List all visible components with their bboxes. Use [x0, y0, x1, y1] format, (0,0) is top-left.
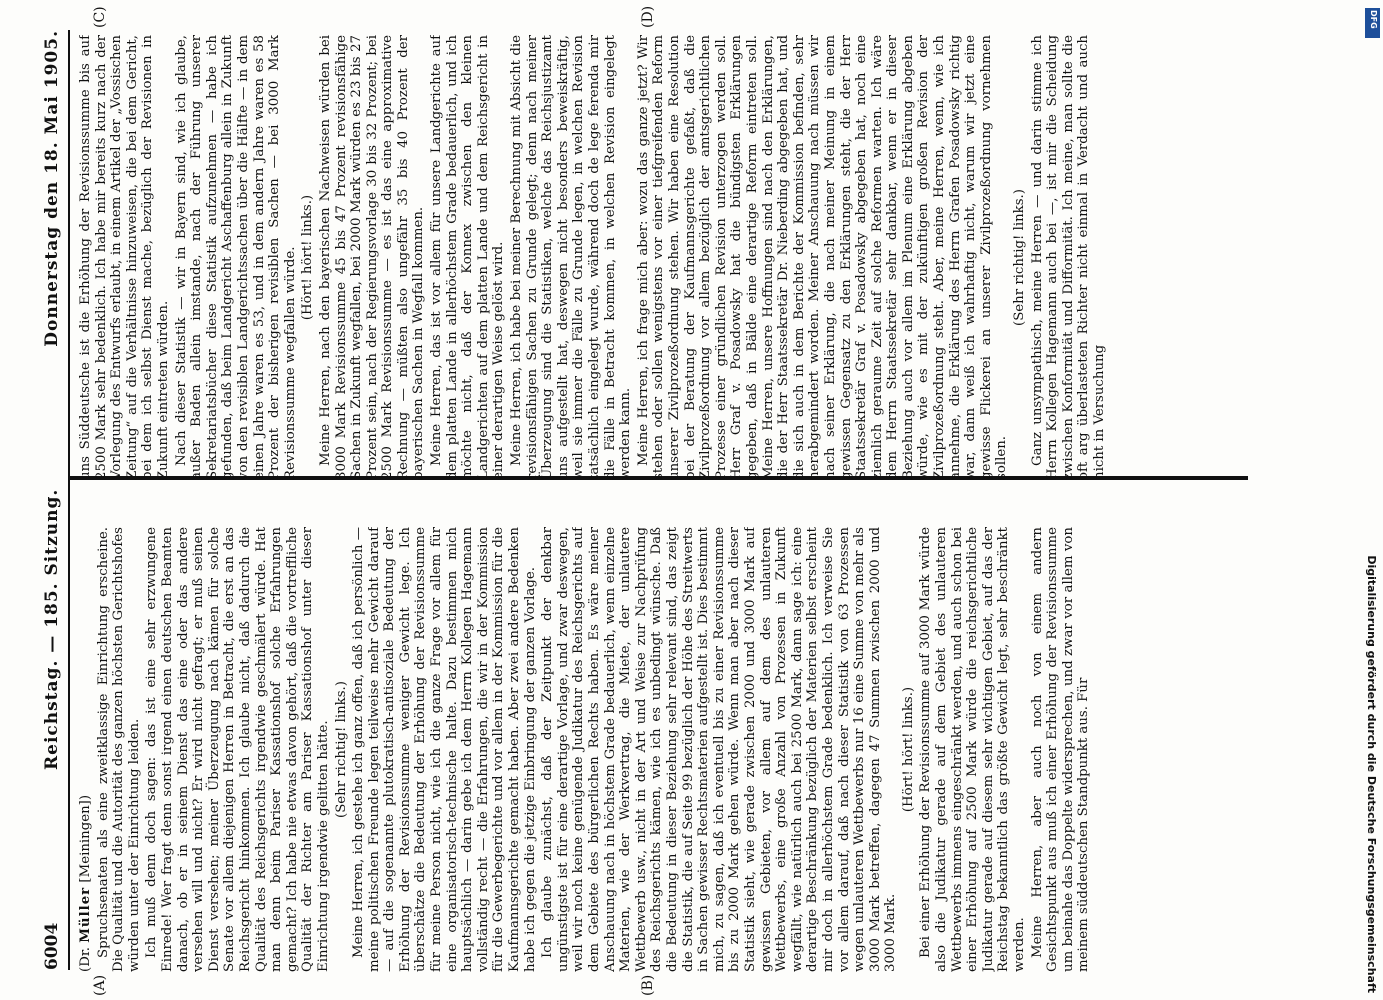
paragraph: Nach dieser Statistik — wir in Bayern sind, wie ich glaube, außer Baden allein imstande, nach der Führung unserer Sekretariatsbücher diese Statistik aufzunehmen — habe ich gefunden, daß beim Landgericht Aschaffenburg allein in Zukunft von den revisiblen Landgerichtssachen über die Hälfte — in dem einen Jahre waren es 53, und in dem andern Jahre waren es 58 Prozent der bisherigen revisiblen Sachen — bei 3000 Mark Revisionssumme wegfallen würde.	[173, 35, 298, 480]
paragraph: Bei einer Erhöhung der Revisionssumme auf 3000 Mark würde also die Judikatur gerade auf dem Gebiet des unlauteren Wettbewerbs immens eingeschränkt werden, und auch schon bei einer Erhöhung auf 2500 Mark würde die reichsgerichtliche Judikatur gerade auf diesem sehr wichtigen Gebiet, auf das der Reichstag bekanntlich das größte Gewicht legt, sehr beschränkt werden.	[918, 527, 1028, 972]
margin-mark-d: (D)	[640, 5, 656, 28]
dfg-logo	[1365, 8, 1380, 38]
header-left-title: Reichstag. — 185. Sitzung.	[42, 488, 62, 770]
speaker-line	[78, 527, 94, 972]
interjection: (Hört! hört! links.)	[300, 194, 316, 321]
speaker-prefix: (Dr.	[78, 942, 93, 972]
paragraph: Ganz unsympathisch, meine Herren — und darin stimme ich Herrn Kollegen Hagemann auch bei —, ist mir die Scheidung zwischen Konformität und Difformität. Ich meine, man sollte die oft arg überlasteten Richter nicht einmal in Verdacht und auch nicht in Versuchung	[1029, 35, 1107, 480]
page-number: 6004	[42, 922, 62, 970]
paragraph: Spruchsenaten als eine zweitklassige Einrichtung erscheine. Die Qualität und die Autorität des ganzen höchsten Gerichtshofes würden unter der Einrichtung leiden.	[95, 527, 142, 972]
dfg-logo-text: DFG	[1369, 10, 1378, 29]
speaker-name: Müller	[78, 886, 93, 943]
interjection: (Hört! hört! links.)	[900, 686, 916, 813]
digitization-credit	[1362, 8, 1378, 993]
margin-mark-b: (B)	[640, 974, 656, 996]
interjection: (Sehr richtig! links.)	[1012, 189, 1028, 326]
paragraph: Meine Herren, ich frage mich aber: wozu das ganze jetzt? Wir stehen oder sollen wenigstens vor einer tiefgreifenden Reform unserer Zivilprozeßordnung stehen. Wir haben eine Resolution bei der Beratung der Kaufmannsgerichte gefaßt, daß die Zivilprozeßordnung vor allem bezüglich der amtsgerichtlichen Prozesse einer gründlichen Revision unterzogen werden soll. Herr Graf v. Posadowsky hat die bündigsten Erklärungen gegeben, daß in Bälde eine derartige Reform eintreten soll. Meine Herren, unsere Hoffnungen sind nach den Erklärungen, die der Herr Staatssekretär Dr. Nieberding abgegeben hat, und die sich auch in dem Berichte der Kommission befinden, sehr herabgemindert worden. Meiner Anschauung nach müssen wir nach seiner Erklärung, die nach meiner Meinung in einem gewissen Gegensatz zu den Erklärungen steht, die der Herr Staatssekretär Graf v. Posadowsky abgegeben hat, noch eine ziemlich geraume Zeit auf solche Reformen warten. Ich wäre dem Herrn Staatssekretär sehr dankbar, wenn er in dieser Beziehung auch vor allem im Plenum eine Erklärung abgeben würde, wie es mit der zukünftigen großen Revision der Zivilprozeßordnung steht. Aber, meine Herren, wenn, wie ich annehme, die Erklärung des Herrn Grafen Posadowsky richtig war, dann weiß ich wahrhaftig nicht, warum wir jetzt eine gewisse Flickerei an unserer Zivilprozeßordnung vornehmen sollen.	[635, 35, 1010, 480]
margin-mark-c: (C)	[92, 6, 108, 28]
paragraph: Ich glaube zunächst, daß der Zeitpunkt der denkbar ungünstigste ist für eine derartige Vorlage, und zwar deswegen, weil wir noch keine genügende Judikatur des Reichsgerichts auf dem Gebiete des bürgerlichen Rechts haben. Es wäre meiner Anschauung nach in höchstem Grade bedauerlich, wenn einzelne Materien, wie der Werkvertrag, die Miete, der unlautere Wettbewerb usw., nicht in der Art und Weise zur Nachprüfung des Reichsgerichts kämen, wie ich es unbedingt wünsche. Daß die Bedeutung in dieser Beziehung sehr relevant sind, das zeigt die Statistik, die auf Seite 99 bezüglich der Höhe des Streitwerts in Sachen gewisser Rechtsmaterien aufgestellt ist. Dies bestimmt mich, zu sagen, daß ich eventuell bis zu einer Revisionssumme bis zu 2000 Mark gehen würde. Wenn man aber nach dieser Statistik sieht, wie gerade zwischen 2000 und 3000 Mark auf gewissen Gebieten, vor allem auf dem des unlauteren Wettbewerbs, eine große Anzahl von Prozessen in Zukunft wegfällt, wie natürlich auch bei 2500 Mark, dann sage ich: eine derartige Beschränkung bezüglich der Materien selbst erscheint mir doch in allerhöchstem Grade bedenklich. Ich verweise Sie vor allem darauf, daß nach dieser Statistik von 63 Prozessen wegen unlauteren Wettbewerbs nur 16 eine Summe von mehr als 3000 Mark betreffen, dagegen 47 Summen zwischen 2000 und 3000 Mark.	[540, 527, 899, 972]
interjection: (Sehr richtig! links.)	[333, 681, 349, 818]
paragraph: Meine Herren, ich habe bei meiner Berechnung mit Absicht die revisionsfähigen Sachen zu Grunde gelegt; denn nach meiner Überzeugung sind die Statistiken, welche das Reichsjustizamt uns aufgestellt hat, deswegen nicht besonders beweiskräftig, weil sie immer die Fälle zu Grunde legen, in welchen Revision tatsächlich eingelegt wurde, während doch de lege ferenda mir die Fälle in Betracht kommen, in welchen Revision eingelegt werden kann.	[509, 35, 634, 480]
header-right-title: Donnerstag den 18. Mai 1905.	[42, 30, 62, 347]
right-text-column	[78, 35, 1298, 480]
paragraph: Ich muß denn doch sagen: das ist eine sehr erzwungene Einrede! Wer fragt denn sonst irgend einen deutschen Beamten danach, ob er in seinem Dienst das eine oder das andere versehen will und nicht? Er wird nicht gefragt; er muß seinen Dienst versehen; meiner Überzeugung nach kämen für solche Senate vor allem diejenigen Herren in Betracht, die erst an das Reichsgericht hinkommen. Ich glaube nicht, daß dadurch die Qualität des Reichsgerichts irgendwie geschmälert würde. Hat man denn beim Pariser Kassationshof solche Erfahrungen gemacht? Ich habe nie etwas davon gehört, daß die vortreffliche Qualität der Richter am Pariser Kassationshof unter dieser Einrichtung irgendwie gelitten hätte.	[144, 527, 331, 972]
left-text-column	[78, 527, 1298, 972]
paragraph: Meine Herren, ich gestehe ich ganz offen, daß ich persönlich — meine politischen Freunde legen teilweise mehr Gewicht darauf — auf die sogenannte plutokratisch-antisoziale Bedeutung der Erhöhung der Revisionssumme weniger Gewicht lege. Ich überschätze die Bedeutung der Erhöhung der Revisionssumme für meine Person nicht, wie ich die ganze Frage vor allem für eine organisatorisch-technische halte. Dazu bestimmen mich hauptsächlich — darin gebe ich dem Herrn Kollegen Hagemann vollständig recht — die Erfahrungen, die wir in der Kommission für die Gewerbegerichte und vor allem in der Kommission für die Kaufmannsgerichte gemacht haben. Aber zwei andere Bedenken habe ich gegen die jetzige Einbringung der ganzen Vorlage.	[351, 527, 538, 972]
page-header	[42, 30, 70, 970]
paragraph: Meine Herren, nach den bayerischen Nachweisen würden bei 3000 Mark Revisionssumme 45 bis 47 Prozent revisionsfähige Sachen in Zukunft wegfallen, bei 2000 Mark würden es 23 bis 27 Prozent sein, nach der Regierungsvorlage 30 bis 32 Prozent; bei 2500 Mark Revisionssumme — es ist das eine approximative Rechnung — müßten also ungefähr 35 bis 40 Prozent der bayerischen Sachen in Wegfall kommen.	[317, 35, 427, 480]
paragraph: Meine Herren, aber auch noch von einem andern Gesichtspunkt aus muß ich einer Erhöhung der Revisionssumme um beinahe das Doppelte widersprechen, und zwar vor allem von meinem süddeutschen Standpunkt aus. Für	[1029, 527, 1092, 972]
credit-text: Digitalisierung gefördert durch die Deutsche Forschungsgemeinschaft	[1365, 555, 1378, 993]
paragraph: uns Süddeutsche ist die Erhöhung der Revisionssumme bis auf 2500 Mark sehr bedenklich. Ich habe mir bereits kurz nach der Vorlegung des Entwurfs erlaubt, in einem Artikel der „Vossischen Zeitung“ auf die Verhältnisse hinzuweisen, die bei dem Gericht, bei dem ich selbst Dienst mache, bezüglich der Revisionen in Zukunft eintreten würden.	[78, 35, 171, 480]
paragraph: Meine Herren, das ist vor allem für unsere Landgerichte auf dem platten Lande in allerhöchstem Grade bedauerlich, und ich möchte nicht, daß der Konnex zwischen den kleinen Landgerichten auf dem platten Lande und dem Reichsgericht in einer derartigen Weise gelöst wird.	[429, 35, 507, 480]
margin-mark-a: (A)	[92, 974, 108, 996]
speaker-suffix: [Meiningen])	[78, 794, 93, 887]
